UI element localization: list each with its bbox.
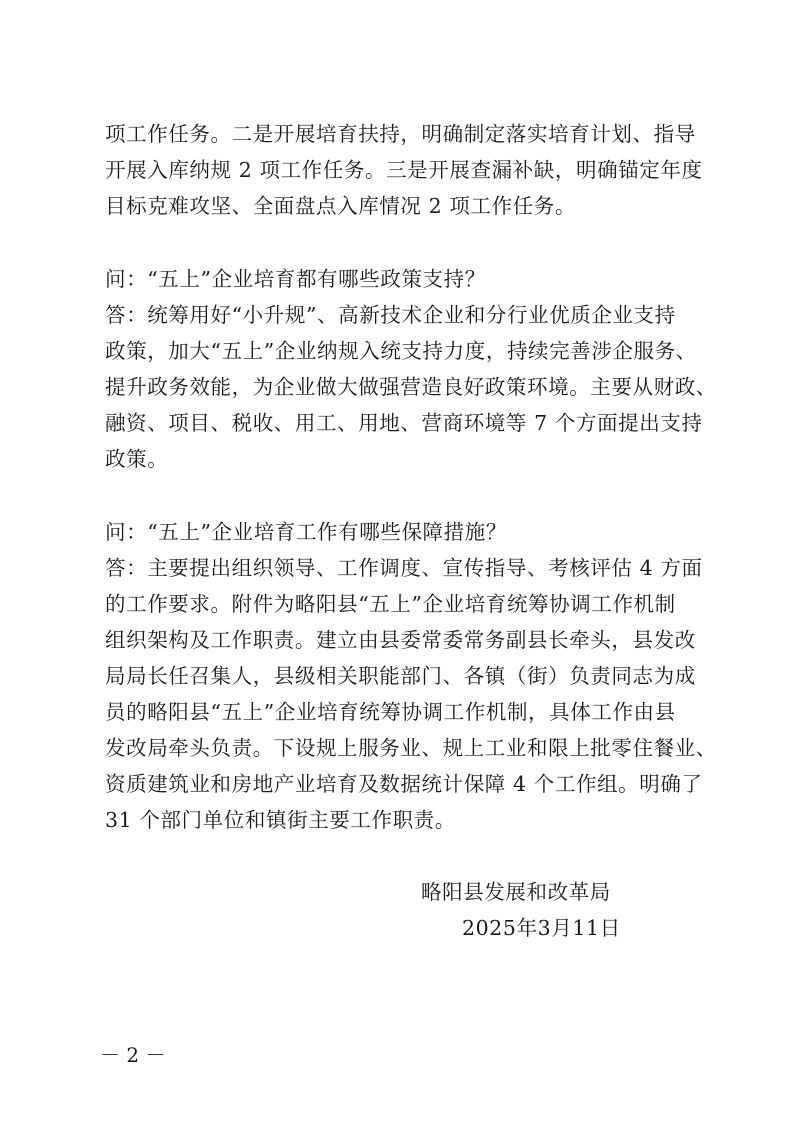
answer-line: 局局长任召集人，县级相关职能部门、各镇（街）负责同志为成 <box>105 664 696 688</box>
answer-line: 提升政务效能，为企业做大做强营造良好政策环境。主要从财政、 <box>105 375 717 399</box>
body-line: 开展入库纳规 2 项工作任务。三是开展查漏补缺，明确锚定年度 <box>105 158 703 182</box>
answer-line: 答：统筹用好“小升规”、高新技术企业和分行业优质企业支持 <box>105 303 676 327</box>
signature-date: 2025年3月11日 <box>462 916 621 940</box>
answer-line: 的工作要求。附件为略阳县“五上”企业培育统筹协调工作机制 <box>105 592 676 616</box>
question: 问：“五上”企业培育都有哪些政策支持？ <box>105 267 486 291</box>
page-number: － 2 － <box>100 1043 166 1067</box>
answer-line: 政策。 <box>105 447 169 471</box>
answer-line: 员的略阳县“五上”企业培育统筹协调工作机制，具体工作由县 <box>105 700 676 724</box>
answer-line: 组织架构及工作职责。建立由县委常委常务副县长牵头，县发改 <box>105 628 696 652</box>
answer-line: 政策，加大“五上”企业纳规入统支持力度，持续完善涉企服务、 <box>105 339 697 363</box>
body-line: 项工作任务。二是开展培育扶持，明确制定落实培育计划、指导 <box>105 122 696 146</box>
question: 问：“五上”企业培育工作有哪些保障措施？ <box>105 520 507 544</box>
answer-line: 资质建筑业和房地产业培育及数据统计保障 4 个工作组。明确了 <box>105 772 703 796</box>
answer-line: 融资、项目、税收、用工、用地、营商环境等 7 个方面提出支持 <box>105 411 703 435</box>
signature-organization: 略阳县发展和改革局 <box>421 880 611 904</box>
answer-line: 发改局牵头负责。下设规上服务业、规上工业和限上批零住餐业、 <box>105 736 717 760</box>
answer-line: 31 个部门单位和镇街主要工作职责。 <box>105 808 456 832</box>
body-line: 目标克难攻坚、全面盘点入库情况 2 项工作任务。 <box>105 194 576 218</box>
answer-line: 答：主要提出组织领导、工作调度、宣传指导、考核评估 4 方面 <box>105 556 703 580</box>
